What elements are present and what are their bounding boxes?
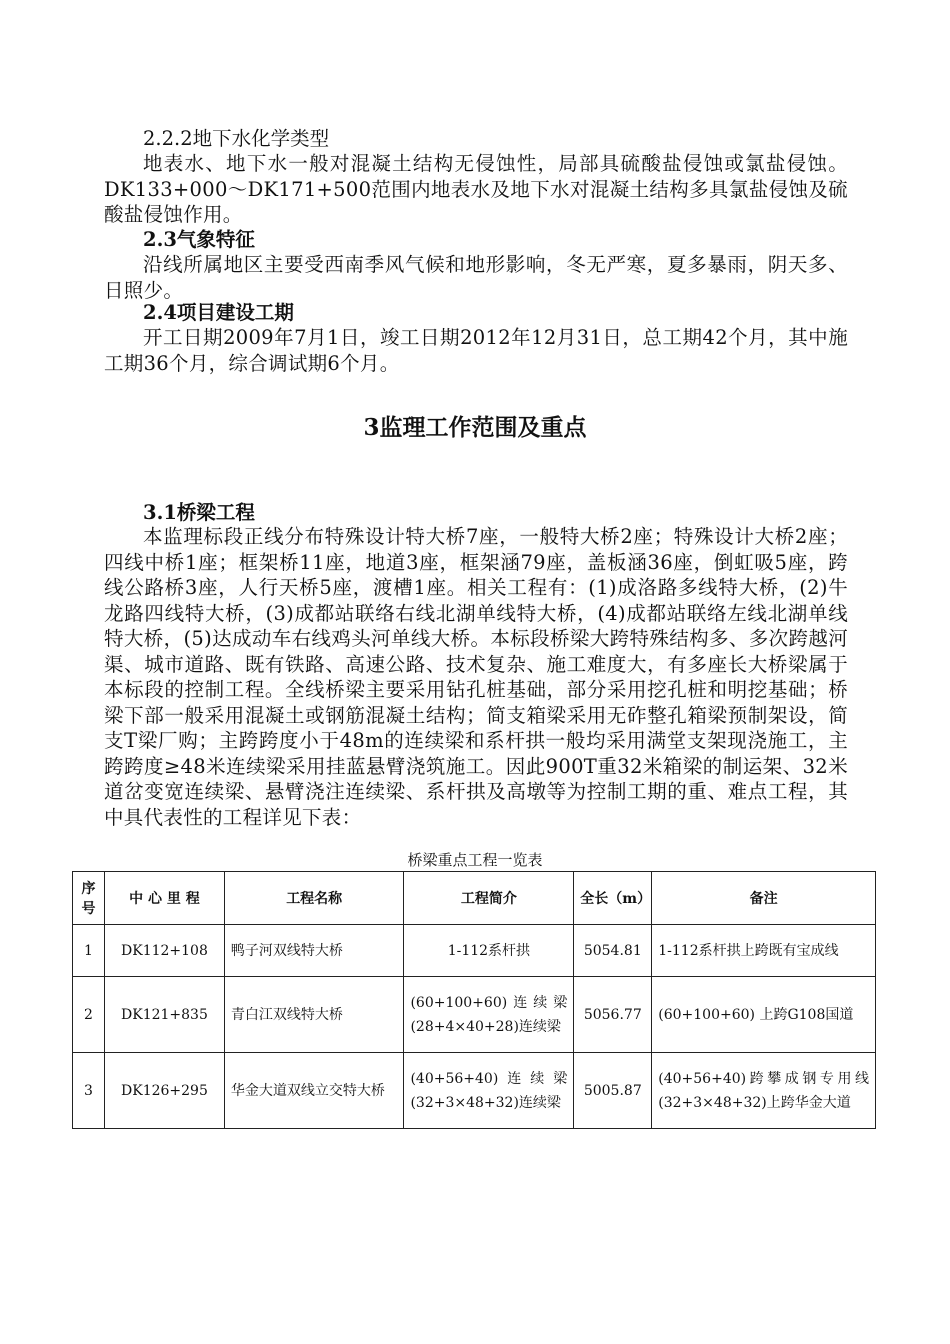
- cell-remark: (60+100+60) 上跨G108国道: [652, 977, 876, 1053]
- chapter-title: 3监理工作范围及重点: [363, 414, 587, 441]
- cell-brief: (40+56+40)连续梁(32+3×48+32)连续梁: [404, 1053, 574, 1129]
- table-row: [73, 925, 876, 977]
- cell-name: 鸭子河双线特大桥: [224, 925, 404, 977]
- table-row: [73, 977, 876, 1053]
- section-text-3-1: 本监理标段正线分布特殊设计特大桥7座，一般特大桥2座；特殊设计大桥2座；四线中桥1座；框架桥11座，地道3座，框架涵79座，盖板涵36座，倒虹吸5座，跨线公路桥3座，人行天桥5座，渡槽1座。相关工程有：(1)成洛路多线特大桥，(2)牛龙路四线特大桥，(3)成都站联络右线北湖单线特大桥，(4)成都站联络左线北湖单线特大桥，(5)达成动车右线鸡头河单线大桥。本标段桥梁大跨特殊结构多、多次跨越河渠、城市道路、既有铁路、高速公路、技术复杂、施工难度大，有多座长大桥梁属于本标段的控制工程。全线桥梁主要采用钻孔桩基础，部分采用挖孔桩和明挖基础；桥梁下部一般采用混凝土或钢筋混凝土结构；简支箱梁采用无砟整孔箱梁预制架设，简支T梁厂购；主跨跨度小于48m的连续梁和系杆拱一般均采用满堂支架现浇施工，主跨跨度≥48米连续梁采用挂蓝悬臂浇筑施工。因此900T重32米箱梁的制运架、32米道岔变宽连续梁、悬臂浇注连续梁、系杆拱及高墩等为控制工期的重、难点工程，其中具代表性的工程详见下表：: [104, 525, 848, 829]
- header-name: 工程名称: [224, 872, 404, 925]
- cell-length: 5054.81: [574, 925, 652, 977]
- cell-mileage: DK121+835: [104, 977, 224, 1053]
- header-remark: 备注: [652, 872, 876, 925]
- cell-name: 华金大道双线立交特大桥: [224, 1053, 404, 1129]
- cell-mileage: DK126+295: [104, 1053, 224, 1129]
- header-mileage: 中 心 里 程: [104, 872, 224, 925]
- cell-remark: 1-112系杆拱上跨既有宝成线: [652, 925, 876, 977]
- section-heading-3-1: 3.1桥梁工程: [143, 501, 255, 524]
- cell-brief: 1-112系杆拱: [404, 925, 574, 977]
- cell-no: 3: [73, 1053, 105, 1129]
- cell-no: 1: [73, 925, 105, 977]
- cell-no: 2: [73, 977, 105, 1053]
- header-length: 全长（m）: [574, 872, 652, 925]
- cell-length: 5056.77: [574, 977, 652, 1053]
- header-no: 序号: [73, 872, 105, 925]
- section-heading-2-3: 2.3气象特征: [143, 228, 255, 251]
- cell-brief: (60+100+60)连续梁(28+4×40+28)连续梁: [404, 977, 574, 1053]
- section-text-2-4: 开工日期2009年7月1日，竣工日期2012年12月31日，总工期42个月，其中施工期36个月，综合调试期6个月。: [104, 326, 848, 375]
- section-heading-2-2-2: 2.2.2地下水化学类型: [143, 127, 330, 150]
- table-row: [73, 1053, 876, 1129]
- cell-remark: (40+56+40)跨攀成钢专用线(32+3×48+32)上跨华金大道: [652, 1053, 876, 1129]
- header-brief: 工程简介: [404, 872, 574, 925]
- cell-mileage: DK112+108: [104, 925, 224, 977]
- table-caption: 桥梁重点工程一览表: [407, 851, 543, 869]
- section-text-2-2-2: 地表水、地下水一般对混凝土结构无侵蚀性，局部具硫酸盐侵蚀或氯盐侵蚀。DK133+000～DK171+500范围内地表水及地下水对混凝土结构多具氯盐侵蚀及硫酸盐侵蚀作用。: [104, 152, 848, 226]
- bridge-table: [72, 871, 876, 1129]
- cell-name: 青白江双线特大桥: [224, 977, 404, 1053]
- cell-length: 5005.87: [574, 1053, 652, 1129]
- section-text-2-3: 沿线所属地区主要受西南季风气候和地形影响，冬无严寒，夏多暴雨，阴天多、日照少。: [104, 253, 848, 302]
- table-header-row: [73, 872, 876, 925]
- section-heading-2-4: 2.4项目建设工期: [143, 301, 294, 324]
